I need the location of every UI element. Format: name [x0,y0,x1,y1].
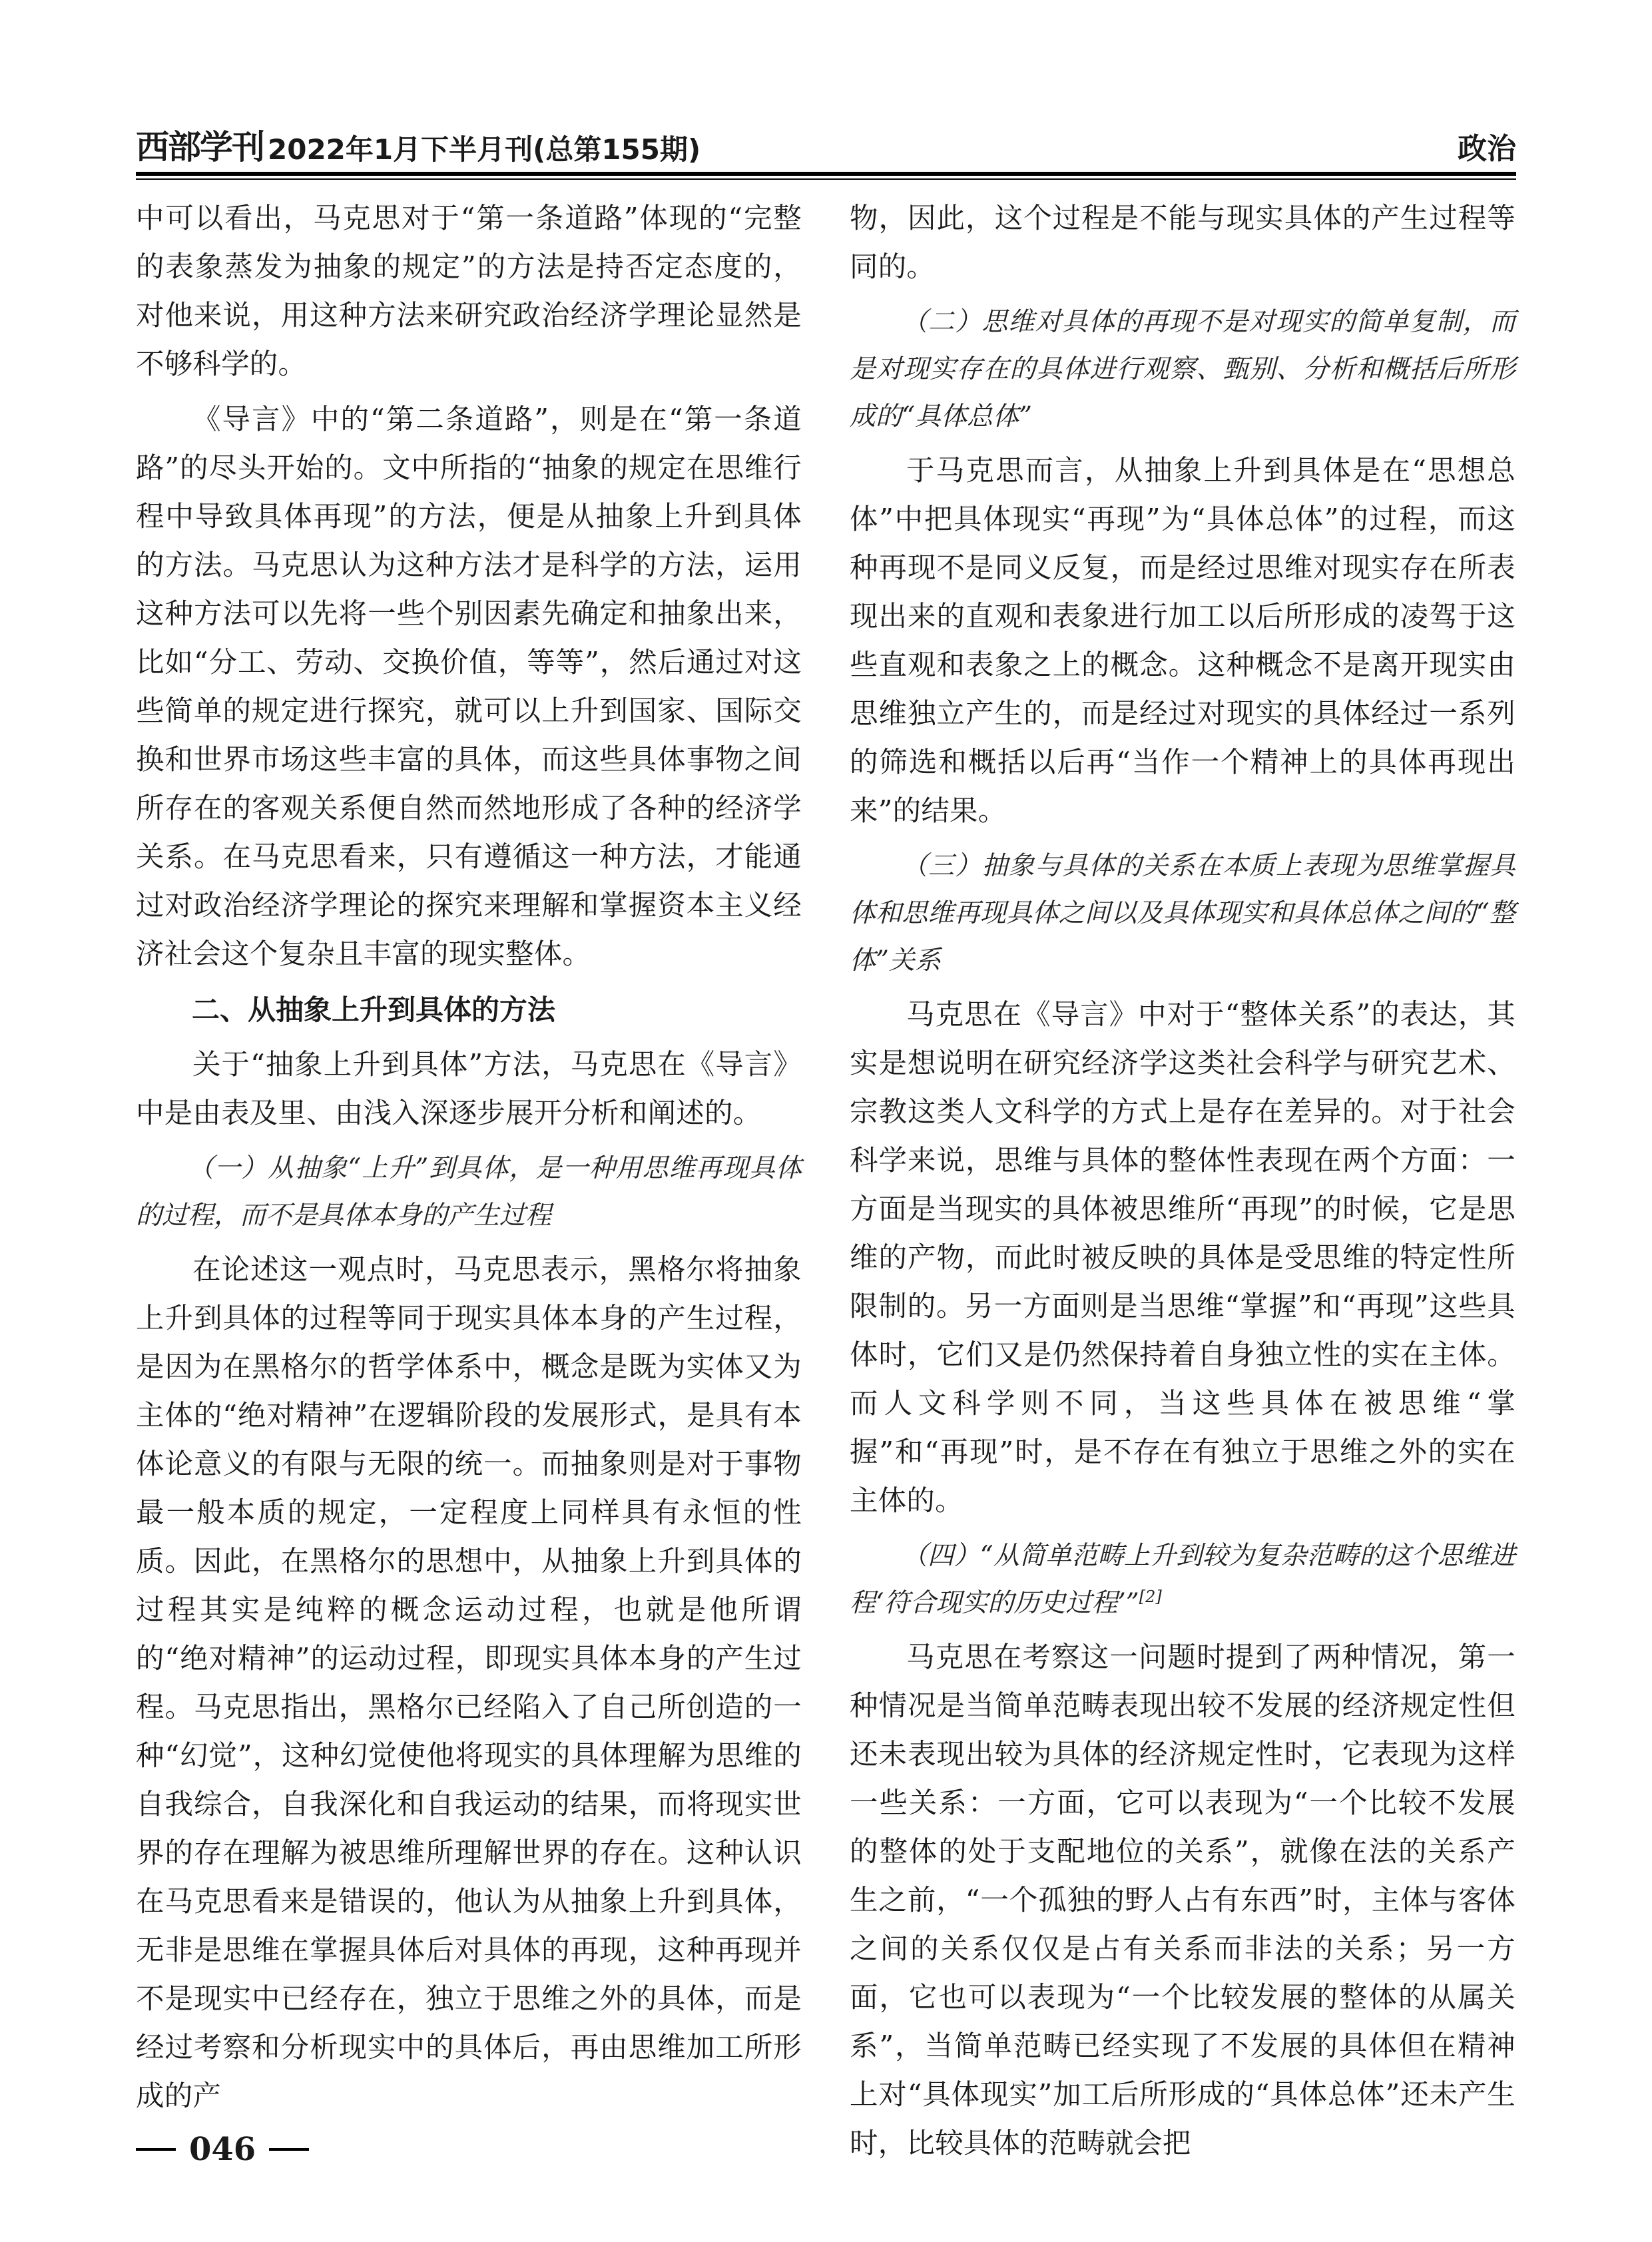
spacer [850,440,1515,447]
subheading: （三）抽象与具体的关系在本质上表现为思维掌握具体和思维再现具体之间以及具体现实和具体总体之间的“整体”关系 [850,851,1515,976]
page-number: 046 [189,2131,256,2168]
journal-logo: 西部学刊 [136,127,264,166]
header-left [136,127,701,166]
paragraph: 关于“抽象上升到具体”方法，马克思在《导言》中是由表及里、由浅入深逐步展开分析和阐述的。 [136,1049,802,1130]
header-rule-thick [136,172,1516,176]
left-column [136,194,802,2121]
subheading: （一）从抽象“上升”到具体，是一种用思维再现具体的过程，而不是具体本身的产生过程 [136,1153,802,1231]
spacer [850,984,1515,991]
paragraph: 《导言》中的“第二条道路”，则是在“第一条道路”的尽头开始的。文中所指的“抽象的规定在思维行程中导致具体再现”的方法，便是从抽象上升到具体的方法。马克思认为这种方法才是科学的方法，运用这种方法可以先将一些个别因素先确定和抽象出来，比如“分工、劳动、交换价值，等等”，然后通过对这些简单的规定进行探究，就可以上升到国家、国际交换和世界市场这些丰富的具体，而这些具体事物之间所存在的客观关系便自然而然地形成了各种的经济学关系。在马克思看来，只有遵循这一种方法，才能通过对政治经济学理论的探究来理解和掌握资本主义经济社会这个复杂且丰富的现实整体。 [136,404,802,971]
paragraph: 马克思在《导言》中对于“整体关系”的表达，其实是想说明在研究经济学这类社会科学与研究艺术、宗教这类人文科学的方式上是存在差异的。对于社会科学来说，思维与具体的整体性表现在两个方面：一方面是当现实的具体被思维所“再现”的时候，它是思维的产物，而此时被反映的具体是受思维的特定性所限制的。另一方面则是当思维“掌握”和“再现”这些具体时，它们又是仍然保持着自身独立性的实在主体。而人文科学则不同，当这些具体在被思维“掌握”和“再现”时，是不存在有独立于思维之外的实在主体的。 [850,999,1515,1518]
paragraph: 中可以看出，马克思对于“第一条道路”体现的“完整的表象蒸发为抽象的规定”的方法是持否定态度的，对他来说，用这种方法来研究政治经济学理论显然是不够科学的。 [136,202,802,381]
spacer [850,1526,1515,1532]
spacer [850,292,1515,298]
spacer [850,1627,1515,1633]
section-label: 政治 [1458,132,1516,166]
folio-dash-right [269,2148,309,2151]
subheading-text: （四）“从简单范畴上升到较为复杂范畴的这个思维进程‘符合现实的历史过程’” [850,1541,1515,1618]
spacer [136,389,802,396]
section-heading: 二、从抽象上升到具体的方法 [192,993,556,1026]
paragraph: 在论述这一观点时，马克思表示，黑格尔将抽象上升到具体的过程等同于现实具体本身的产生过程，是因为在黑格尔的哲学体系中，概念是既为实体又为主体的“绝对精神”在逻辑阶段的发展形式，是具有本体论意义的有限与无限的统一。而抽象则是对于事物最一般本质的规定，一定程度上同样具有永恒的性质。因此，在黑格尔的思想中，从抽象上升到具体的过程其实是纯粹的概念运动过程，也就是他所谓的“绝对精神”的运动过程，即现实具体本身的产生过程。马克思指出，黑格尔已经陷入了自己所创造的一种“幻觉”，这种幻觉使他将现实的具体理解为思维的自我综合，自我深化和自我运动的结果，而将现实世界的存在理解为被思维所理解世界的存在。这种认识在马克思看来是错误的，他认为从抽象上升到具体，无非是思维在掌握具体后对具体的再现，这种再现并不是现实中已经存在，独立于思维之外的具体，而是经过考察和分析现实中的具体后，再由思维加工所形成的产 [136,1254,802,2113]
issue-info: 2022年1月下半月刊(总第155期) [268,133,701,166]
spacer [136,979,802,985]
spacer [136,1138,802,1145]
folio-dash-left [136,2148,176,2151]
spacer [136,1034,802,1041]
paragraph: 于马克思而言，从抽象上升到具体是在“思想总体”中把具体现实“再现”为“具体总体”的过程，而这种再现不是同义反复，而是经过思维对现实存在所表现出来的直观和表象进行加工以后所形成的凌驾于这些直观和表象之上的概念。这种概念不是离开现实由思维独立产生的，而是经过对现实的具体经过一系列的筛选和概括以后再“当作一个精神上的具体再现出来”的结果。 [850,455,1515,828]
right-column [850,194,1515,2168]
page-footer [136,2131,309,2168]
subheading [850,1532,1515,1627]
spacer [850,836,1515,842]
paragraph: 马克思在考察这一问题时提到了两种情况，第一种情况是当简单范畴表现出较不发展的经济规定性但还未表现出较为具体的经济规定性时，它表现为这样一些关系：一方面，它可以表现为“一个比较不发展的整体的处于支配地位的关系”，就像在法的关系产生之前，“一个孤独的野人占有东西”时，主体与客体之间的关系仅仅是占有关系而非法的关系；另一方面，它也可以表现为“一个比较发展的整体的从属关系”，当简单范畴已经实现了不发展的具体但在精神上对“具体现实”加工后所形成的“具体总体”还未产生时，比较具体的范畴就会把 [850,1641,1515,2160]
subheading: （二）思维对具体的再现不是对现实的简单复制，而是对现实存在的具体进行观察、甄别、分析和概括后所形成的“具体总体” [850,307,1515,431]
running-header [136,107,1516,164]
paragraph: 物，因此，这个过程是不能与现实具体的产生过程等同的。 [850,202,1515,284]
spacer [136,1239,802,1246]
header-rule-thin [136,178,1516,180]
citation-ref[interactable]: [2] [1139,1587,1162,1606]
